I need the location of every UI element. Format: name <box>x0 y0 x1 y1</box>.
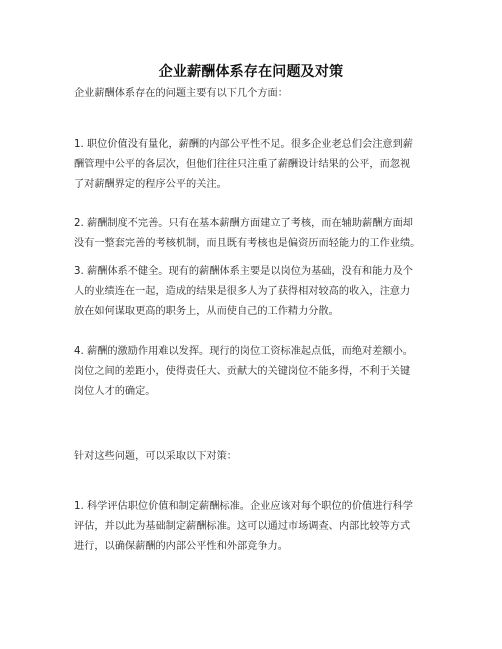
paragraph-line: 2. 薪酬制度不完善。只有在基本薪酬方面建立了考核，而在辅助薪酬方面却 <box>74 218 413 229</box>
paragraph-line: 放在如何谋取更高的职务上，从而使自己的工作精力分散。 <box>74 306 339 317</box>
paragraph-line: 人的业绩连在一起，造成的结果是很多人为了获得相对较高的收入，注意力 <box>74 286 411 297</box>
paragraph-line: 1. 职位价值没有量化，薪酬的内部公平性不足。很多企业老总们会注意到薪 <box>74 139 413 150</box>
paragraph-line: 1. 科学评估职位价值和制定薪酬标准。企业应该对每个职位的价值进行科学 <box>74 501 413 512</box>
paragraph-line: 岗位人才的确定。 <box>74 386 156 397</box>
document-title: 企业薪酬体系存在问题及对策 <box>158 64 344 80</box>
paragraph-line: 岗位之间的差距小，使得责任大、贡献大的关键岗位不能多得，不利于关键 <box>74 366 411 377</box>
countermeasure-intro-text: 针对这些问题，可以采取以下对策： <box>74 451 237 462</box>
paragraph-line: 酬管理中公平的各层次，但他们往往只注重了薪酬设计结果的公平，而忽视 <box>74 159 411 170</box>
paragraph-line: 进行，以确保薪酬的内部公平性和外部竞争力。 <box>74 541 288 552</box>
problem-paragraph-4 <box>74 342 444 402</box>
intro-text: 企业薪酬体系存在的问题主要有以下几个方面： <box>74 88 288 99</box>
problem-paragraph-3 <box>74 262 444 322</box>
paragraph-line: 4. 薪酬的激励作用难以发挥。现行的岗位工资标准起点低，而绝对差额小。 <box>74 346 413 357</box>
countermeasure-paragraph-1 <box>74 497 444 557</box>
paragraph-line: 没有一整套完善的考核机制，而且既有考核也是偏资历而轻能力的工作业绩。 <box>74 238 421 249</box>
paragraph-line: 3. 薪酬体系不健全。现有的薪酬体系主要是以岗位为基础，没有和能力及个 <box>74 266 413 277</box>
problem-paragraph-2 <box>74 214 444 254</box>
paragraph-line: 了对薪酬界定的程序公平的关注。 <box>74 179 227 190</box>
problem-paragraph-1 <box>74 135 444 195</box>
paragraph-line: 评估，并以此为基础制定薪酬标准。这可以通过市场调查、内部比较等方式 <box>74 521 411 532</box>
